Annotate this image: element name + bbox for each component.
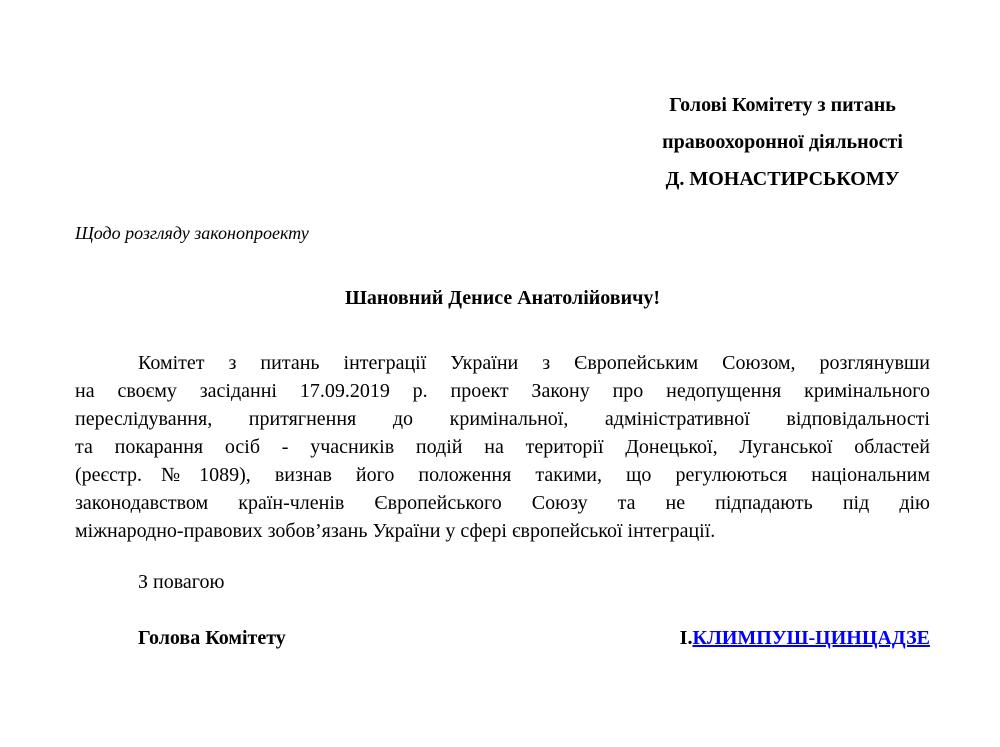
- signature-name: [680, 627, 930, 650]
- signature-name-link[interactable]: КЛИМПУШ-ЦИНЦАДЗЕ: [692, 627, 930, 649]
- signature-title: Голова Комітету: [138, 627, 286, 649]
- salutation: Шановний Денисе Анатолійовичу!: [344, 287, 661, 309]
- body-line: законодавством країн-членів Європейського Союзу та не підпадають під дію: [75, 492, 930, 514]
- addressee-block: [625, 87, 940, 198]
- signature-row: [138, 627, 930, 650]
- addressee-line-1: Голові Комітету з питань: [669, 94, 896, 116]
- body-line: Комітет з питань інтеграції України з Європейським Союзом, розглянувши: [138, 352, 930, 374]
- subject-line: Щодо розгляду законопроекту: [75, 223, 309, 243]
- body-line: (реєстр.№1089), визнав його положення такими, що регулюються національним: [75, 464, 930, 486]
- body-line: міжнародно-правових зобов’язань України у сфері європейської інтеграції.: [75, 520, 716, 542]
- body-line: на своєму засіданні 17.09.2019 р. проект Закону про недопущення кримінального: [75, 380, 930, 402]
- addressee-line-2: правоохоронної діяльності: [662, 131, 903, 153]
- addressee-line-3: Д. МОНАСТИРСЬКОМУ: [665, 168, 900, 190]
- body-line: та покарання осіб - учасників подій на території Донецької, Луганської областей: [75, 436, 930, 458]
- body-paragraph: [75, 349, 930, 545]
- signature-initial: І.: [679, 627, 693, 649]
- body-line: переслідування, притягнення до кримінальної, адміністративної відповідальності: [75, 408, 930, 430]
- closing-line: З повагою: [138, 571, 225, 593]
